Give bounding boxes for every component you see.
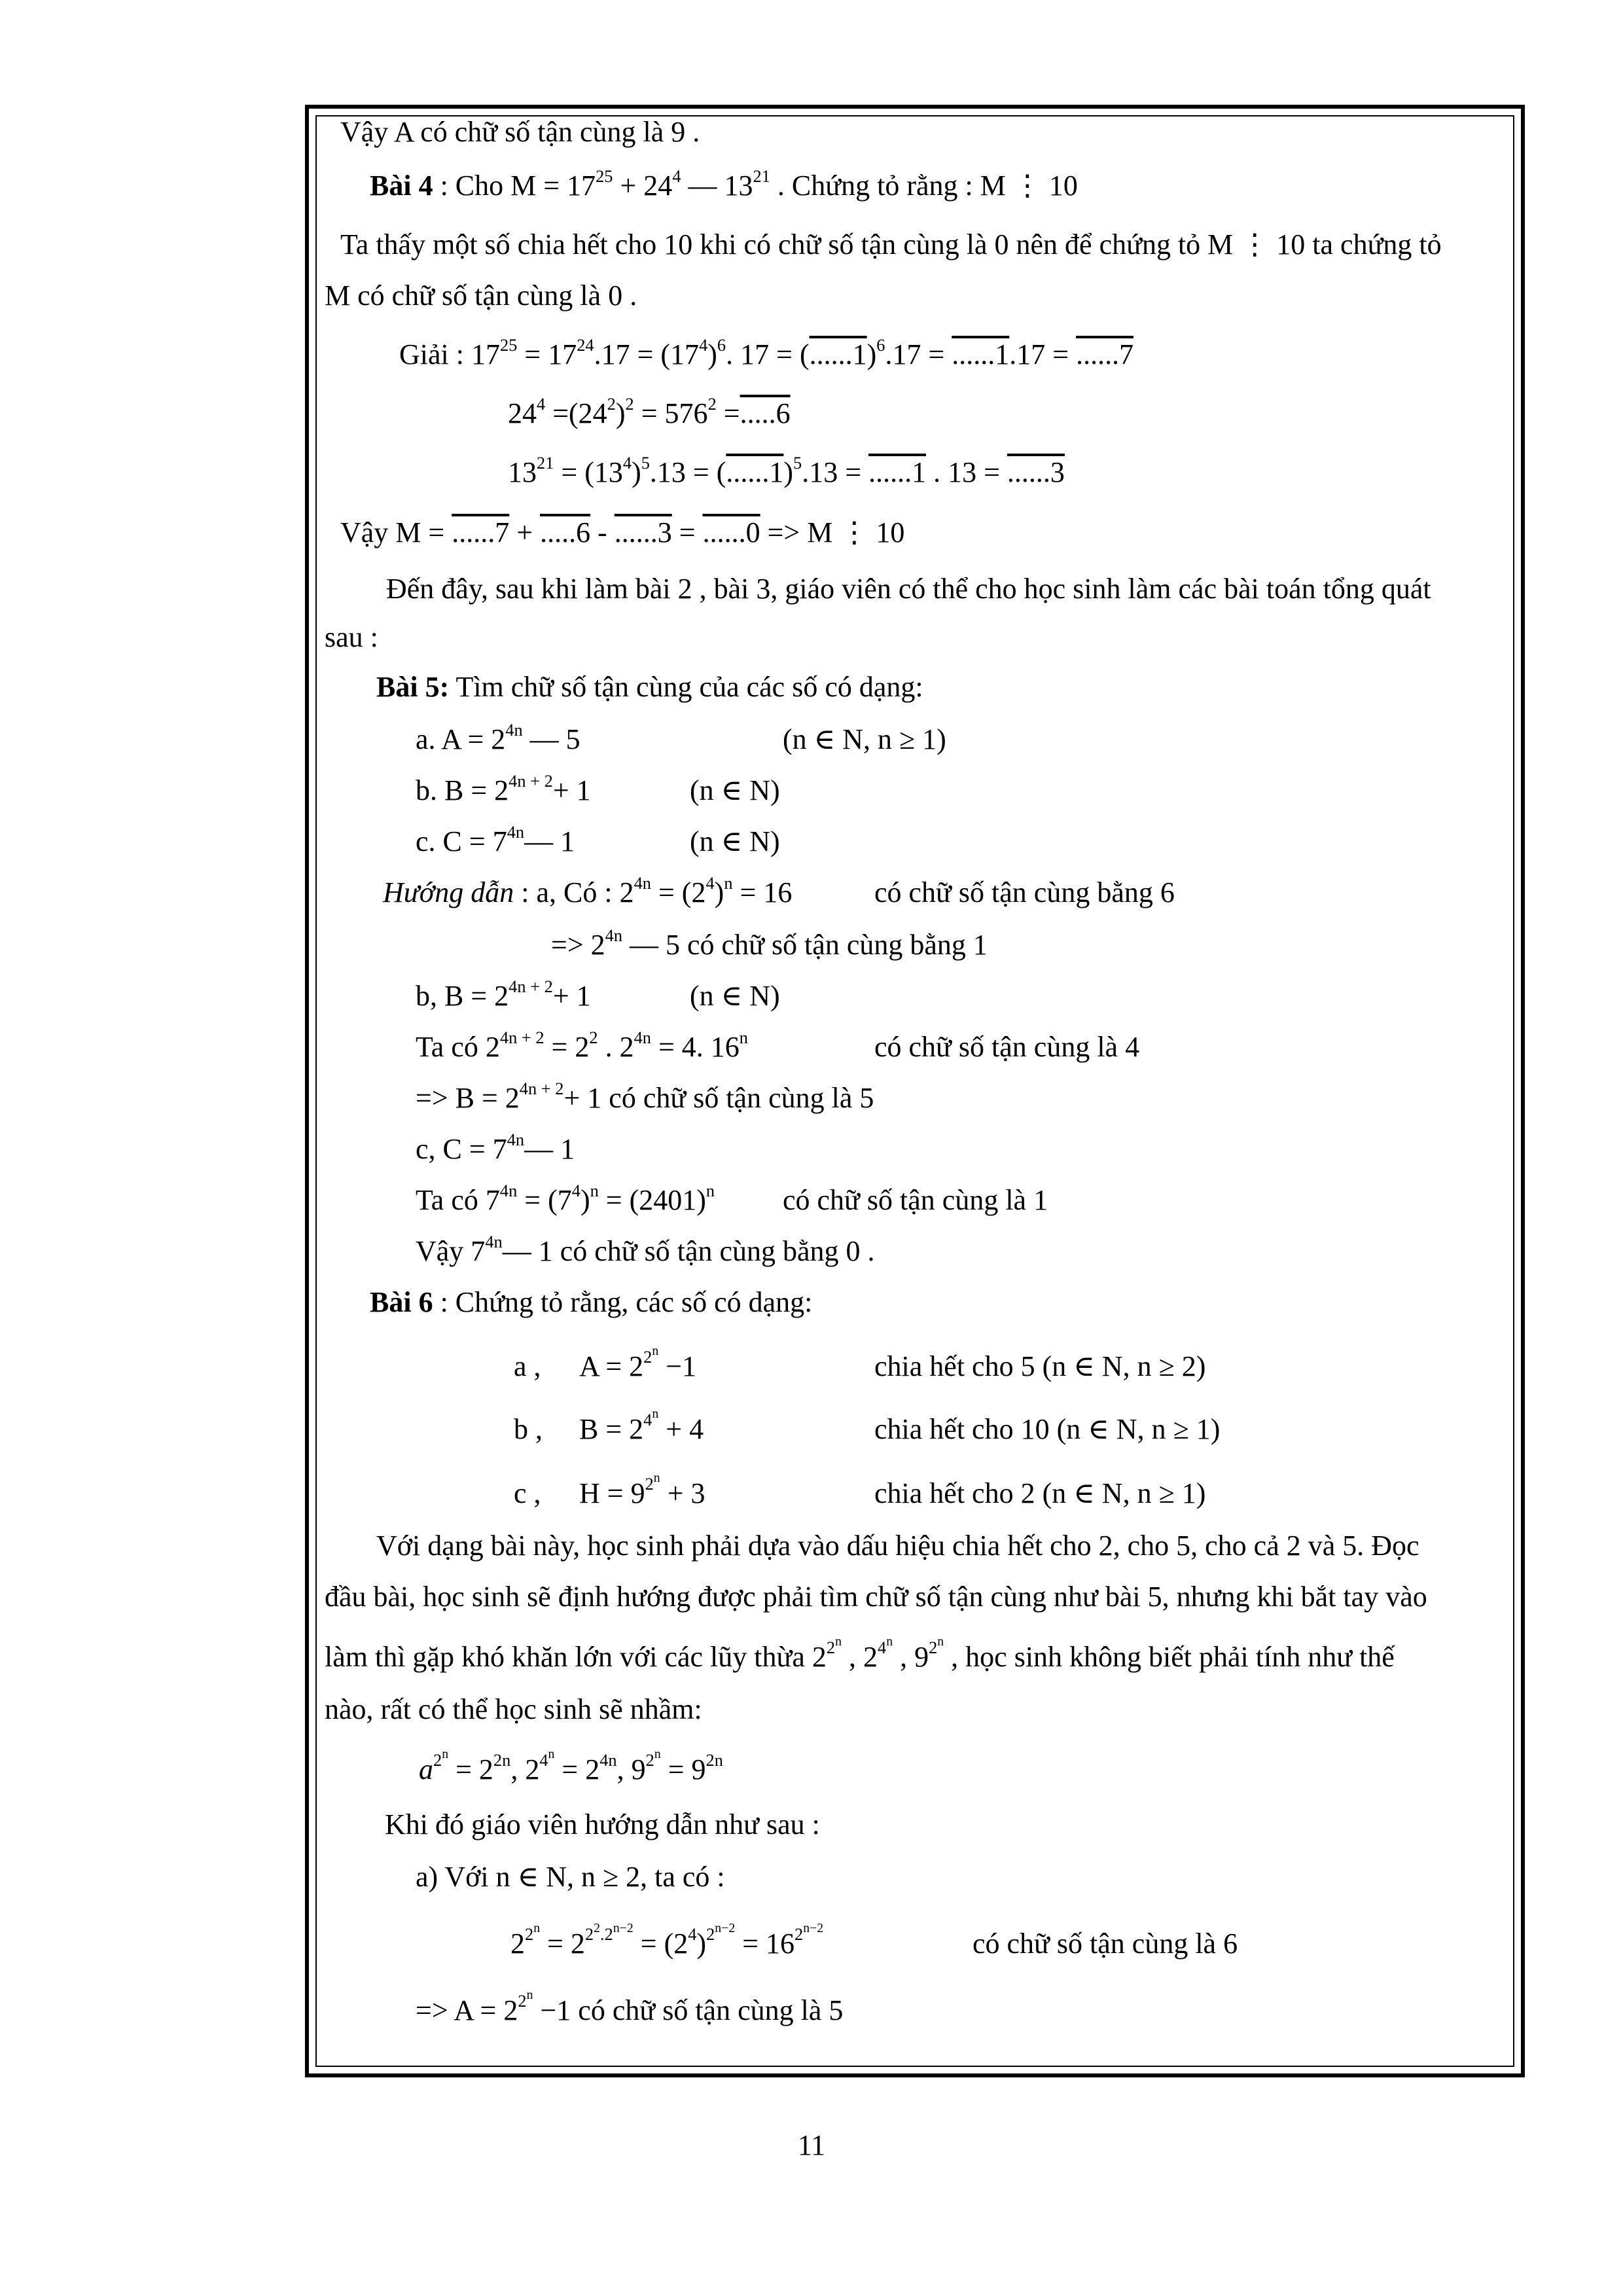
huong-dan-b-step: Ta có $2^{4n + 2} = 2^2$ . $2^{4n} = 4$. 16$^n$ <box>416 1028 748 1063</box>
transition-line1: Đến đây, sau khi làm bài 2 , bài 3, giáo viên có thể cho học sinh làm các bài toán tổng quát <box>386 573 1431 605</box>
case-a-equation: $2^{2^n} = 2^{2^2.2^{n-2}} = (2^4)^{2^{n-2}} = 16^{2^{n-2}}$ <box>510 1921 824 1960</box>
huong-dan-a: Hướng dẫn : a, Có : $2^{4n} = (2^4)^n = 16$ <box>383 873 793 908</box>
bai5-item-c: c. $C = 7^{4n}—$ 1 <box>416 822 575 857</box>
page-number: 11 <box>797 2129 826 2161</box>
bai4-intro-line2: M có chữ số tận cùng là 0 . <box>325 279 637 312</box>
giai-line3: $13^{21} = (13^4)^5.13 = (......1)^5.13 = ......1$ . 13 = ......3 <box>508 453 1065 488</box>
bai6-item-c-condition: chia hết cho 2 (n ∈ N, n ≥ 1) <box>874 1477 1206 1509</box>
huong-dan-a-note: có chữ số tận cùng bằng 6 <box>874 876 1175 908</box>
case-a-heading: a) Với n ∈ N, n ≥ 2, ta có : <box>416 1861 725 1893</box>
huong-dan-a-result: => $2^{4n}$ — 5 có chữ số tận cùng bằng 1 <box>551 925 988 961</box>
bai5-statement: Bài 5: Tìm chữ số tận cùng của các số có dạng: <box>376 671 923 703</box>
bai6-item-c-formula: $H = 9^{2^n} + 3$ <box>579 1471 705 1509</box>
paragraph-line4: nào, rất có thể học sinh sẽ nhầm: <box>325 1693 702 1725</box>
bai6-item-b-condition: chia hết cho 10 (n ∈ N, n ≥ 1) <box>874 1413 1221 1445</box>
bai6-item-a-label: a , <box>514 1350 541 1382</box>
transition-line2: sau : <box>325 621 378 653</box>
bai6-item-b-formula: $B = 2^{4^n} + 4$ <box>579 1407 704 1445</box>
bai5-item-a-condition: (n ∈ N, n ≥ 1) <box>783 723 946 755</box>
bai5-item-a: a. $A = 2^{4n}$ — 5 <box>416 720 580 755</box>
conclusion-m: Vậy M = ......7 + .....6 - ......3 = ......0 => M ⋮ 10 <box>340 516 905 548</box>
huong-dan-c-result: Vậy $7^{4n}—$ 1 có chữ số tận cùng bằng 0 . <box>416 1232 875 1267</box>
huong-dan-b: b, $B = 2^{4n + 2}+ 1$ <box>416 977 591 1012</box>
huong-dan-c-step: Ta có $7^{4n} = (7^4)^n = (2401)^n$ <box>416 1181 715 1216</box>
mistake-formula: $a^{2^n} = 2^{2n}$, $2^{4^n} = 2^{4n}$, $9^{2^n} = 9^{2n}$ <box>419 1747 723 1785</box>
giai-line1: Giải : $17^{25} = 17^{24}.17 = (17^4)^6$. $17 = (......1)^6.17 = ......1.17 = ......7$ <box>399 335 1134 370</box>
bai4-intro-line1: Ta thấy một số chia hết cho 10 khi có chữ số tận cùng là 0 nên để chứng tỏ M ⋮ 10 ta chứng tỏ <box>340 228 1442 260</box>
huong-dan-b-result: => $B = 2^{4n + 2}+ 1$ có chữ số tận cùng là 5 <box>416 1079 874 1114</box>
bai5-item-c-condition: (n ∈ N) <box>690 825 780 857</box>
bai6-item-b-label: b , <box>514 1413 543 1445</box>
paragraph-line1: Với dạng bài này, học sinh phải dựa vào dấu hiệu chia hết cho 2, cho 5, cho cả 2 và 5. Đọc <box>376 1530 1419 1562</box>
giai-line2: $24^4 =(24^2)^2 = 576^2 =.....6$ <box>508 394 791 429</box>
paragraph-line2: đầu bài, học sinh sẽ định hướng được phải tìm chữ số tận cùng như bài 5, nhưng khi bắt tay vào <box>325 1581 1427 1613</box>
huong-dan-b-condition: (n ∈ N) <box>690 980 780 1012</box>
bai6-item-a-condition: chia hết cho 5 (n ∈ N, n ≥ 2) <box>874 1350 1206 1382</box>
bai6-item-a-formula: $A = 2^{2^n} -1$ <box>579 1344 697 1382</box>
line-conclusion-a: Vậy A có chữ số tận cùng là 9 . <box>340 116 700 148</box>
paragraph-line3: làm thì gặp khó khăn lớn với các lũy thừa $2^{2^n}$ , $2^{4^n}$ , $9^{2^n}$ , học sinh không biết phải tính như thế <box>325 1634 1395 1673</box>
huong-dan-c: c, $C = 7^{4n}—$ 1 <box>416 1130 575 1165</box>
bai5-item-b-condition: (n ∈ N) <box>690 774 780 806</box>
case-a-equation-note: có chữ số tận cùng là 6 <box>972 1928 1238 1960</box>
bai4-statement: Bài 4 : Cho $M = 17^{25} + 24^4$ — $13^{21}$ . Chứng tỏ rằng : M ⋮ 10 <box>370 166 1078 202</box>
bai6-statement: Bài 6 : Chứng tỏ rằng, các số có dạng: <box>370 1286 813 1318</box>
bai6-item-c-label: c , <box>514 1477 541 1509</box>
case-a-result: => $A = 2^{2^n} -1$ có chữ số tận cùng là 5 <box>416 1988 844 2026</box>
teacher-guide-line: Khi đó giáo viên hướng dẫn như sau : <box>385 1808 820 1840</box>
bai5-item-b: b. $B = 2^{4n + 2}+ 1$ <box>416 771 591 806</box>
huong-dan-b-note: có chữ số tận cùng là 4 <box>874 1031 1140 1063</box>
huong-dan-c-note: có chữ số tận cùng là 1 <box>783 1184 1048 1216</box>
